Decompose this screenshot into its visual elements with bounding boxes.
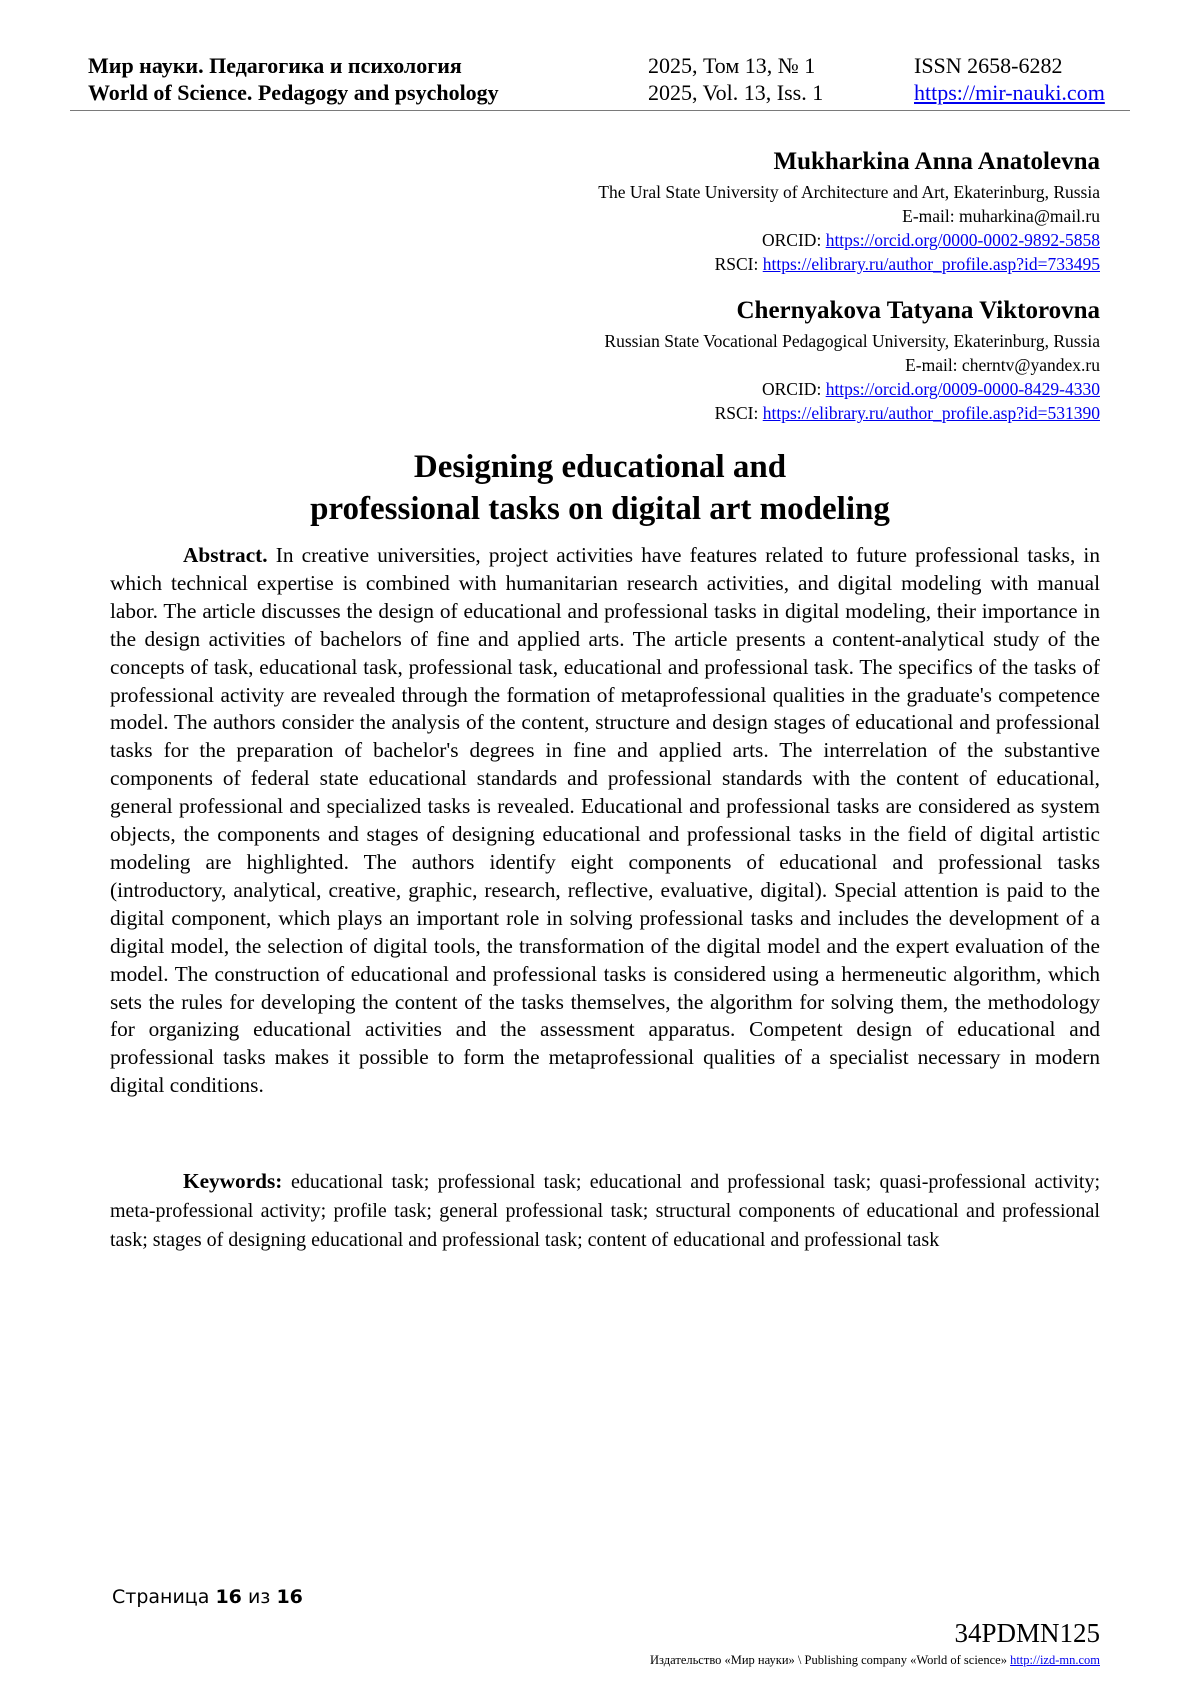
rsci-link[interactable]: https://elibrary.ru/author_profile.asp?id=733495 (762, 254, 1100, 274)
publisher-text: Издательство «Мир науки» \ Publishing company «World of science» (650, 1653, 1007, 1667)
journal-site-link[interactable]: https://mir-nauki.com (914, 80, 1105, 105)
orcid-label: ORCID: (762, 379, 822, 399)
rsci-label: RSCI: (714, 254, 759, 274)
page-counter (112, 1586, 303, 1608)
author-orcid (400, 377, 1100, 401)
keywords-label: Keywords: (183, 1169, 283, 1193)
author-email: E-mail: cherntv@yandex.ru (905, 355, 1100, 375)
abstract-label: Abstract. (183, 543, 268, 567)
article-code: 34PDMN125 (954, 1618, 1100, 1648)
article-title (100, 446, 1100, 530)
header-divider (70, 110, 1130, 111)
page-prefix: Страница (112, 1586, 210, 1608)
orcid-label: ORCID: (762, 230, 822, 250)
keywords-text: educational task; professional task; educational and professional task; quasi-professional activity; meta-professional activity; profile task; general professional task; structural components of educational and professional task; stages of designing educational and professional task; content of educational and professional task (110, 1171, 1101, 1251)
author-rsci (400, 401, 1100, 425)
page-total: 16 (276, 1586, 303, 1608)
page-current: 16 (215, 1586, 242, 1608)
header-row-ru (88, 52, 1128, 79)
title-line-2: professional tasks on digital art modeling (310, 491, 890, 527)
rsci-label: RSCI: (714, 403, 759, 423)
abstract-paragraph (110, 542, 1100, 1100)
rsci-link[interactable]: https://elibrary.ru/author_profile.asp?id=531390 (762, 403, 1100, 423)
journal-title-ru: Мир науки. Педагогика и психология (88, 53, 462, 78)
author-affiliation: Russian State Vocational Pedagogical University, Ekaterinburg, Russia (604, 331, 1100, 351)
publisher-link[interactable]: http://izd-mn.com (1010, 1653, 1100, 1667)
title-line-1: Designing educational and (413, 449, 787, 485)
volume-en: 2025, Vol. 13, Iss. 1 (648, 80, 824, 105)
author-block-2 (400, 295, 1100, 425)
author-affiliation: The Ural State University of Architecture and Art, Ekaterinburg, Russia (598, 182, 1100, 202)
orcid-link[interactable]: https://orcid.org/0000-0002-9892-5858 (825, 230, 1100, 250)
journal-header (88, 52, 1128, 106)
author-orcid (400, 228, 1100, 252)
abstract-text: In creative universities, project activities have features related to future professional tasks, in which technical expertise is combined with humanitarian research activities, and digital modeling with manual labor. The article discusses the design of educational and professional tasks in digital modeling, their importance in the design activities of bachelors of fine and applied arts. The article presents a content-analytical study of the concepts of task, educational task, professional task, educational and professional task. The specifics of the tasks of professional activity are revealed through the formation of metaprofessional qualities in the graduate's competence model. The authors consider the analysis of the content, structure and design stages of educational and professional tasks for the preparation of bachelor's degrees in fine and applied arts. The interrelation of the substantive components of federal state educational standards and professional standards with the content of educational, general professional and specialized tasks is revealed. Educational and professional tasks are considered as system objects, the components and stages of designing educational and professional tasks in the field of digital artistic modeling are highlighted. The authors identify eight components of educational and professional tasks (introductory, analytical, creative, graphic, research, reflective, evaluative, digital). Special attention is paid to the digital component, which plays an important role in solving professional tasks and includes the development of a digital model, the selection of digital tools, the transformation of the digital model and the expert evaluation of the model. The construction of educational and professional tasks is considered using a hermeneutic algorithm, which sets the rules for developing the content of the tasks themselves, the algorithm for solving them, the methodology for organizing educational activities and the assessment apparatus. Competent design of educational and professional tasks makes it possible to form the metaprofessional qualities of a specialist necessary in modern digital conditions. (110, 543, 1101, 1098)
keywords-paragraph (110, 1168, 1100, 1255)
header-row-en (88, 79, 1128, 106)
publisher-line (650, 1653, 1100, 1668)
journal-title-en: World of Science. Pedagogy and psychology (88, 80, 499, 105)
author-block-1 (400, 146, 1100, 276)
issn: ISSN 2658-6282 (914, 53, 1063, 78)
author-email: E-mail: muharkina@mail.ru (902, 206, 1100, 226)
orcid-link[interactable]: https://orcid.org/0009-0000-8429-4330 (825, 379, 1100, 399)
author-rsci (400, 252, 1100, 276)
volume-ru: 2025, Том 13, № 1 (648, 53, 816, 78)
author-name: Mukharkina Anna Anatolevna (773, 148, 1100, 175)
page-sep: из (247, 1586, 271, 1608)
author-name: Chernyakova Tatyana Viktorovna (736, 297, 1100, 324)
